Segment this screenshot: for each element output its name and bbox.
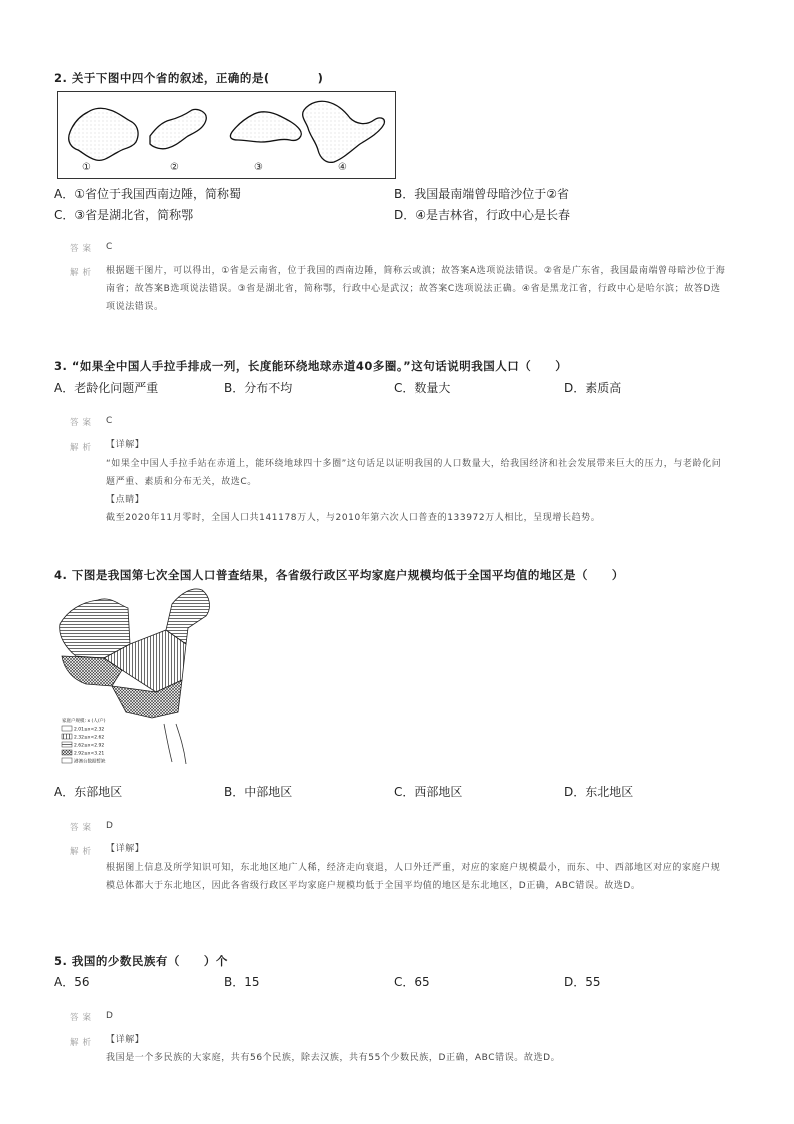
legend-item-5: 港澳台数据暂缺 <box>74 759 106 765</box>
q3-answer-label: 答案 <box>70 418 96 428</box>
q4-option-b[interactable]: B．中部地区 <box>224 785 293 799</box>
q2-analysis-label: 解析 <box>70 268 96 278</box>
q5-answer-label: 答案 <box>70 1013 96 1023</box>
china-population-map <box>56 584 216 776</box>
q4-answer: D <box>106 821 113 831</box>
map-region-west <box>60 599 130 658</box>
q5-option-d[interactable]: D．55 <box>564 975 601 989</box>
q4-detail-tag: 【详解】 <box>106 844 145 854</box>
q3-detail-tag: 【详解】 <box>106 440 145 450</box>
q3-option-b[interactable]: B．分布不均 <box>224 381 293 395</box>
q4-option-d[interactable]: D．东北地区 <box>564 785 634 799</box>
legend-item-4: 2.92≤x<3.21 <box>74 751 105 757</box>
q5-analysis-label: 解析 <box>70 1038 96 1048</box>
province-map-figure <box>57 91 396 179</box>
q4-stem: 4. 下图是我国第七次全国人口普查结果，各省级行政区平均家庭户规模均低于全国平均值的地区是（ ） <box>54 568 624 582</box>
q2-option-b[interactable]: B．我国最南端曾母暗沙位于②省 <box>394 187 569 201</box>
heilongjiang-shape <box>303 101 385 162</box>
q3-point: 截至2020年11月零时，全国人口共141178万人，与2010年第六次人口普查的133972万人相比，呈现增长趋势。 <box>106 513 601 523</box>
legend-title: 家庭户规模: x (人/户) <box>62 719 106 724</box>
legend-item-1: 2.01≤x<2.32 <box>74 727 105 733</box>
map-label-4: ④ <box>338 162 347 173</box>
q3-stem: 3. “如果全中国人手拉手排成一列，长度能环绕地球赤道40多圈。”这句话说明我国人口（ ） <box>54 359 568 373</box>
q4-analysis-label: 解析 <box>70 847 96 857</box>
q5-option-b[interactable]: B．15 <box>224 975 260 989</box>
map-label-2: ② <box>170 162 179 173</box>
map-label-3: ③ <box>254 162 263 173</box>
guangdong-shape <box>150 109 206 148</box>
q5-answer: D <box>106 1011 113 1021</box>
q5-detail: 我国是一个多民族的大家庭，共有56个民族，除去汉族，共有55个少数民族，D正确，ABC错误。故选D。 <box>106 1053 561 1063</box>
q5-stem: 5. 我国的少数民族有（ ）个 <box>54 954 228 968</box>
south-china-sea-islands <box>164 724 186 764</box>
q4-option-a[interactable]: A．东部地区 <box>54 785 123 799</box>
q3-analysis-label: 解析 <box>70 443 96 453</box>
q4-option-c[interactable]: C．西部地区 <box>394 785 463 799</box>
q3-detail: “如果全中国人手拉手站在赤道上，能环绕地球四十多圈”这句话足以证明我国的人口数量大，给我国经济和社会发展带来巨大的压力，与老龄化问题严重、素质和分布无关，故选C。 <box>106 459 722 487</box>
map-legend <box>62 717 106 765</box>
q4-answer-label: 答案 <box>70 823 96 833</box>
yunnan-shape <box>69 108 138 160</box>
q4-detail: 根据图上信息及所学知识可知，东北地区地广人稀，经济走向衰退，人口外迁严重，对应的家庭户规模最小，而东、中、西部地区对应的家庭户规模总体都大于东北地区，因此各省级行政区平均家庭户规模均低于全国平均值的地区是东北地区，D正确，ABC错误。故选D。 <box>106 863 721 891</box>
q2-answer-label: 答案 <box>70 244 96 254</box>
q5-detail-tag: 【详解】 <box>106 1035 145 1045</box>
q2-answer: C <box>106 242 113 252</box>
map-label-1: ① <box>82 162 91 173</box>
q5-option-c[interactable]: C．65 <box>394 975 430 989</box>
hubei-shape <box>230 112 301 142</box>
legend-item-3: 2.62≤x<2.92 <box>74 743 105 749</box>
q3-option-a[interactable]: A．老龄化问题严重 <box>54 381 159 395</box>
q5-option-a[interactable]: A．56 <box>54 975 90 989</box>
q2-analysis: 根据题干图片，可以得出，①省是云南省，位于我国的西南边陲，简称云或滇；故答案A选项说法错误。②省是广东省，我国最南端曾母暗沙位于海南省；故答案B选项说法错误。③省是湖北省，简称鄂，行政中心是武汉；故答案C选项说法正确。④省是黑龙江省，行政中心是哈尔滨；故答D选项说法错误。 <box>106 266 726 312</box>
q2-option-d[interactable]: D．④是吉林省，行政中心是长春 <box>394 208 570 222</box>
q3-option-c[interactable]: C．数量大 <box>394 381 451 395</box>
q2-option-c[interactable]: C．③省是湖北省，简称鄂 <box>54 208 194 222</box>
q3-option-d[interactable]: D．素质高 <box>564 381 622 395</box>
q3-answer: C <box>106 416 113 426</box>
q2-option-a[interactable]: A．①省位于我国西南边陲，简称蜀 <box>54 187 241 201</box>
q3-point-tag: 【点睛】 <box>106 495 145 505</box>
legend-item-2: 2.32≤x<2.62 <box>74 735 105 741</box>
q2-stem: 2. 关于下图中四个省的叙述，正确的是( ) <box>54 71 324 85</box>
